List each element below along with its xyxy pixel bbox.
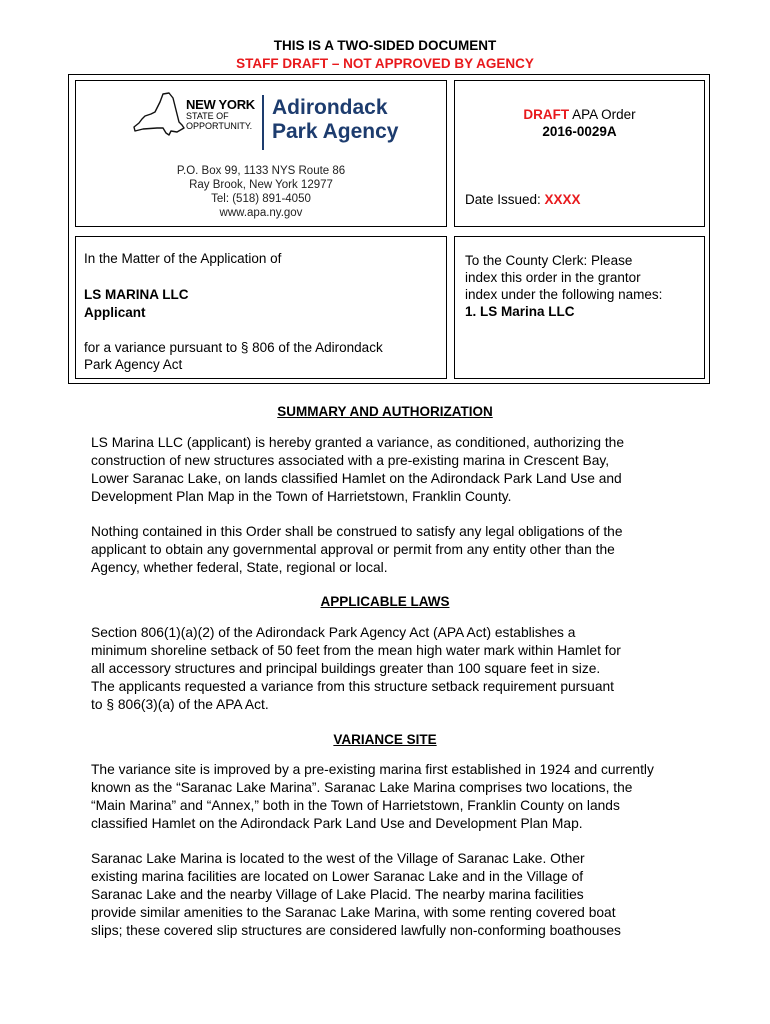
summary-paragraph-2: Nothing contained in this Order shall be construed to satisfy any legal obligations of the applicant to obtain any governmental approval or permit from any entity other than the Agency, whether federal, State, regional or local. xyxy=(91,524,623,575)
matter-purpose: for a variance pursuant to § 806 of the Adirondack Park Agency Act xyxy=(84,340,383,372)
summary-paragraph-1: LS Marina LLC (applicant) is hereby granted a variance, as conditioned, authorizing the construction of new structures associated with a pre-existing marina in Crescent Bay, Lower Saranac Lake, on lands classified Hamlet on the Adirondack Park Land Use and Development Plan Map in the Town of Harrietstown, Franklin County. xyxy=(91,435,625,504)
address-po-box: P.O. Box 99, 1133 NYS Route 86 xyxy=(176,165,346,177)
address-phone: Tel: (518) 891-4050 xyxy=(211,193,311,205)
logo-state-of-opportunity: STATE OF OPPORTUNITY. xyxy=(186,111,253,131)
grantor-name: 1. LS Marina LLC xyxy=(465,304,575,319)
variance-site-paragraph-1: The variance site is improved by a pre-existing marina first established in 1924 and currently known as the “Saranac Lake Marina”. Saranac Lake Marina comprises two locations, the “Main Marina” and “Annex,” both in the Town of Harrietstown, Franklin County on lands classified Hamlet on the Adirondack Park Land Use and Development Plan Map. xyxy=(91,762,654,831)
variance-site-heading: VARIANCE SITE xyxy=(333,732,437,747)
logo-divider xyxy=(262,95,264,150)
staff-draft-notice: STAFF DRAFT – NOT APPROVED BY AGENCY xyxy=(236,56,534,71)
logo-new-york: NEW YORK xyxy=(186,97,255,112)
date-issued: Date Issued: XXXX xyxy=(465,192,581,207)
two-sided-notice: THIS IS A TWO-SIDED DOCUMENT xyxy=(273,38,497,53)
logo-adirondack-park-agency: Adirondack Park Agency xyxy=(272,96,399,143)
applicable-laws-paragraph: Section 806(1)(a)(2) of the Adirondack Park Agency Act (APA Act) establishes a minimum shoreline setback of 50 feet from the mean high water mark within Hamlet for all accessory structures and principal buildings greater than 100 square feet in size. The applicants requested a variance from this structure setback requirement pursuant to § 806(3)(a) of the APA Act. xyxy=(91,625,621,712)
order-title: DRAFT APA Order xyxy=(523,107,636,122)
new-york-state-map-icon xyxy=(133,92,185,138)
matter-intro: In the Matter of the Application of xyxy=(84,251,282,266)
county-clerk-instructions: To the County Clerk: Please index this order in the grantor index under the following names: 1. LS Marina LLC xyxy=(465,253,663,319)
applicant-role: Applicant xyxy=(84,305,146,320)
draft-label: DRAFT xyxy=(523,107,570,122)
date-issued-value: XXXX xyxy=(544,192,581,207)
applicant-name: LS MARINA LLC xyxy=(84,287,189,302)
address-city: Ray Brook, New York 12977 xyxy=(189,179,333,191)
address-website[interactable]: www.apa.ny.gov xyxy=(219,207,303,219)
summary-heading: SUMMARY AND AUTHORIZATION xyxy=(277,404,493,419)
variance-site-paragraph-2: Saranac Lake Marina is located to the west of the Village of Saranac Lake. Other existing marina facilities are located on Lower Saranac Lake and in the Village of Saranac Lake and the nearby Village of Lake Placid. The nearby marina facilities provide similar amenities to the Saranac Lake Marina, with some renting covered boat slips; these covered slip structures are considered lawfully non-conforming boathouses xyxy=(91,851,621,938)
order-number: 2016-0029A xyxy=(542,124,617,139)
applicable-laws-heading: APPLICABLE LAWS xyxy=(320,594,450,609)
